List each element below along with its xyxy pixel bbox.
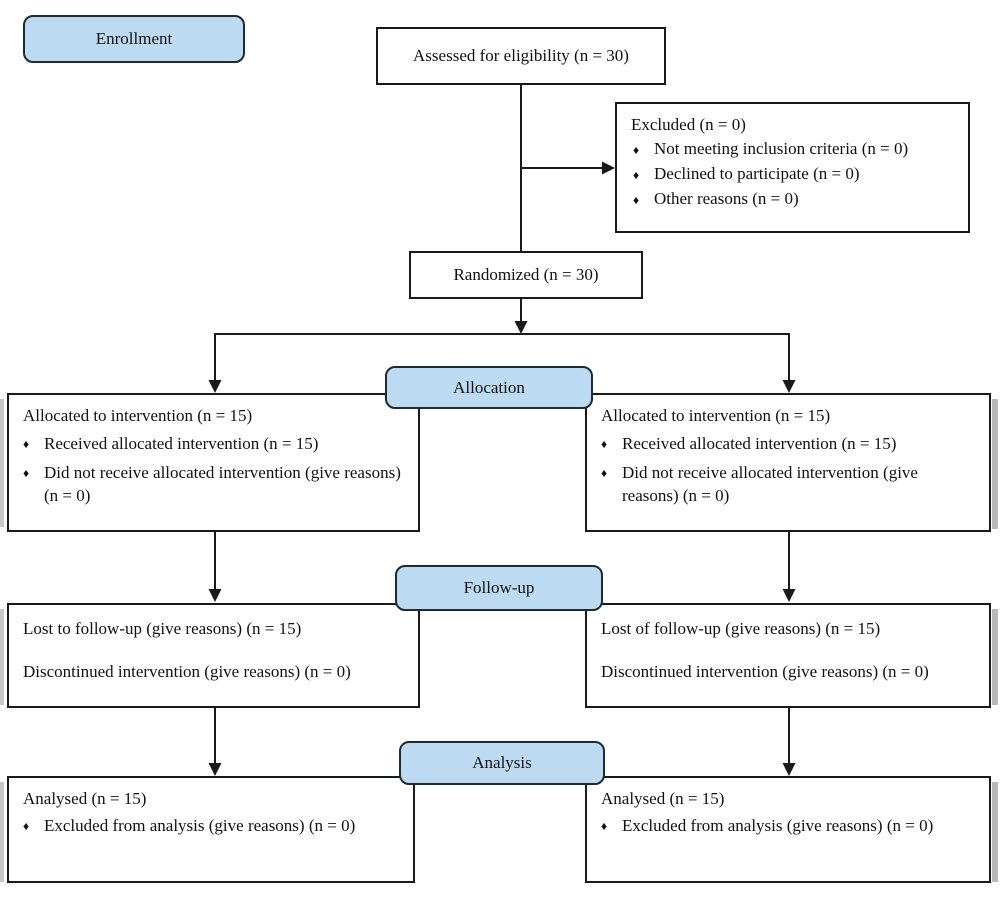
allocation-right-bullet-text: Did not receive allocated intervention (give reasons) (n = 0)	[622, 463, 918, 505]
excluded-box	[615, 102, 970, 233]
stage-label-followup-text: Follow-up	[463, 578, 535, 597]
bullet-icon: ♦	[601, 437, 608, 451]
excluded-bullet-text: Not meeting inclusion criteria (n = 0)	[654, 139, 909, 158]
analysis-right-bullet	[601, 814, 975, 838]
analysis-left-title: Analysed (n = 15)	[23, 789, 147, 808]
allocation-right-box	[585, 393, 991, 532]
analysis-right-bullet-text: Excluded from analysis (give reasons) (n = 0)	[622, 816, 934, 835]
followup-left-box	[7, 603, 420, 708]
bullet-icon: ♦	[601, 466, 608, 480]
excluded-bullet-text: Other reasons (n = 0)	[654, 189, 799, 208]
excluded-bullet-text: Declined to participate (n = 0)	[654, 164, 860, 183]
allocation-left-bullet-text: Received allocated intervention (n = 15)	[44, 434, 319, 453]
bullet-icon: ♦	[23, 437, 30, 451]
arrow-split-to-allocation-left	[209, 333, 222, 393]
analysis-right-title: Analysed (n = 15)	[601, 789, 725, 808]
stage-label-allocation	[385, 366, 593, 409]
allocation-left-bullet-text: Did not receive allocated intervention (give reasons) (n = 0)	[44, 463, 401, 505]
excluded-bullet	[631, 137, 954, 162]
stage-label-enrollment	[23, 15, 245, 63]
allocation-left-box	[7, 393, 420, 532]
followup-left-line: Lost to follow-up (give reasons) (n = 15)	[23, 619, 302, 638]
stage-label-followup	[395, 565, 603, 611]
bullet-icon: ♦	[633, 168, 640, 182]
stage-label-analysis-text: Analysis	[472, 753, 532, 772]
analysis-left-bullet	[23, 814, 399, 838]
bullet-icon: ♦	[23, 466, 30, 480]
allocation-right-bullet	[601, 461, 975, 507]
bullet-icon: ♦	[633, 143, 640, 157]
arrow-to-excluded	[521, 162, 615, 175]
excluded-title: Excluded (n = 0)	[631, 115, 746, 134]
bullet-icon: ♦	[601, 819, 608, 833]
excluded-bullet	[631, 162, 954, 187]
randomized-box	[409, 251, 643, 299]
arrow-allocation-to-followup-right	[783, 532, 796, 602]
assessed-box	[376, 27, 666, 85]
analysis-right-box	[585, 776, 991, 883]
allocation-left-title: Allocated to intervention (n = 15)	[23, 406, 253, 425]
allocation-right-bullet	[601, 432, 975, 456]
followup-left-line: Discontinued intervention (give reasons) (n = 0)	[23, 662, 351, 681]
analysis-left-box	[7, 776, 415, 883]
assessed-title: Assessed for eligibility (n = 30)	[413, 46, 629, 65]
followup-right-line: Lost of follow-up (give reasons) (n = 15)	[601, 619, 881, 638]
bullet-icon: ♦	[23, 819, 30, 833]
bullet-icon: ♦	[633, 193, 640, 207]
followup-right-box	[585, 603, 991, 708]
arrow-split-to-allocation-right	[783, 333, 796, 393]
stage-label-analysis	[399, 741, 605, 785]
allocation-left-bullet	[23, 432, 404, 456]
allocation-left-bullet	[23, 461, 404, 507]
arrow-allocation-to-followup-left	[209, 532, 222, 602]
stage-label-allocation-text: Allocation	[453, 377, 525, 397]
excluded-bullet	[631, 187, 954, 212]
allocation-right-bullet-text: Received allocated intervention (n = 15)	[622, 434, 897, 453]
stage-label-enrollment-text: Enrollment	[95, 29, 173, 48]
arrow-randomized-to-split	[515, 299, 528, 334]
arrow-followup-to-analysis-left	[209, 708, 222, 776]
arrow-followup-to-analysis-right	[783, 708, 796, 776]
analysis-left-bullet-text: Excluded from analysis (give reasons) (n = 0)	[44, 816, 356, 835]
allocation-right-title: Allocated to intervention (n = 15)	[601, 406, 831, 425]
followup-right-line: Discontinued intervention (give reasons) (n = 0)	[601, 662, 929, 681]
randomized-title: Randomized (n = 30)	[453, 265, 599, 284]
